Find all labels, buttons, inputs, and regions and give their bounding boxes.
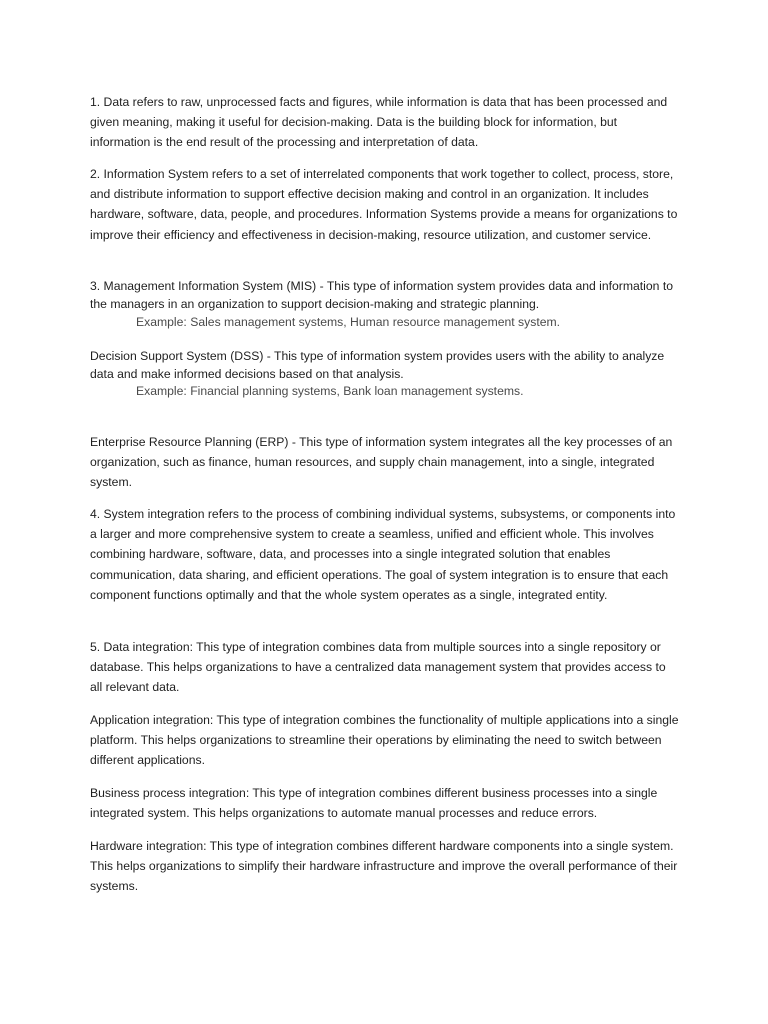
paragraph-data-vs-information: 1. Data refers to raw, unprocessed facts and figures, while information is data that has been processed and given meaning, making it useful for decision-making. Data is the building block for information, but information is the end result of the processing and interpretation of data. bbox=[90, 95, 668, 150]
paragraph-business-process-integration: Business process integration: This type of integration combines different business processes into a single integrated system. This helps organizations to automate manual processes and reduce errors. bbox=[90, 786, 658, 821]
paragraph-data-integration: 5. Data integration: This type of integration combines data from multiple sources into a single repository or database. This helps organizations to have a centralized data management system that provides access to all relevant data. bbox=[90, 640, 666, 695]
paragraph-application-integration: Application integration: This type of integration combines the functionality of multiple applications into a single platform. This helps organizations to streamline their operations by eliminating the need to switch between different applications. bbox=[90, 713, 679, 768]
example-mis: Example: Sales management systems, Human resource management system. bbox=[136, 315, 561, 329]
paragraph-dss: Decision Support System (DSS) - This type of information system provides users with the ability to analyze data and make informed decisions based on that analysis. bbox=[90, 349, 665, 381]
paragraph-mis: 3. Management Information System (MIS) - This type of information system provides data and information to the managers in an organization to support decision-making and strategic planning. bbox=[90, 279, 674, 311]
example-dss: Example: Financial planning systems, Bank loan management systems. bbox=[136, 384, 524, 398]
paragraph-system-integration: 4. System integration refers to the process of combining individual systems, subsystems, or components into a larger and more comprehensive system to create a seamless, unified and efficient whole. This involves combining hardware, software, data, and processes into a single integrated solution that enables communication, data sharing, and efficient operations. The goal of system integration is to ensure that each component functions optimally and that the whole system operates as a single, integrated entity. bbox=[90, 507, 676, 602]
paragraph-hardware-integration: Hardware integration: This type of integration combines different hardware components into a single system. This helps organizations to simplify their hardware infrastructure and improve the overall performance of their systems. bbox=[90, 839, 678, 894]
paragraph-information-system: 2. Information System refers to a set of interrelated components that work together to collect, process, store, and distribute information to support effective decision making and control in an organization. It includes hardware, software, data, people, and procedures. Information Systems provide a means for organizations to improve their efficiency and effectiveness in decision-making, resource utilization, and customer service. bbox=[90, 167, 678, 242]
paragraph-erp: Enterprise Resource Planning (ERP) - This type of information system integrates all the key processes of an organization, such as finance, human resources, and supply chain management, into a single, integrated system. bbox=[90, 435, 673, 490]
